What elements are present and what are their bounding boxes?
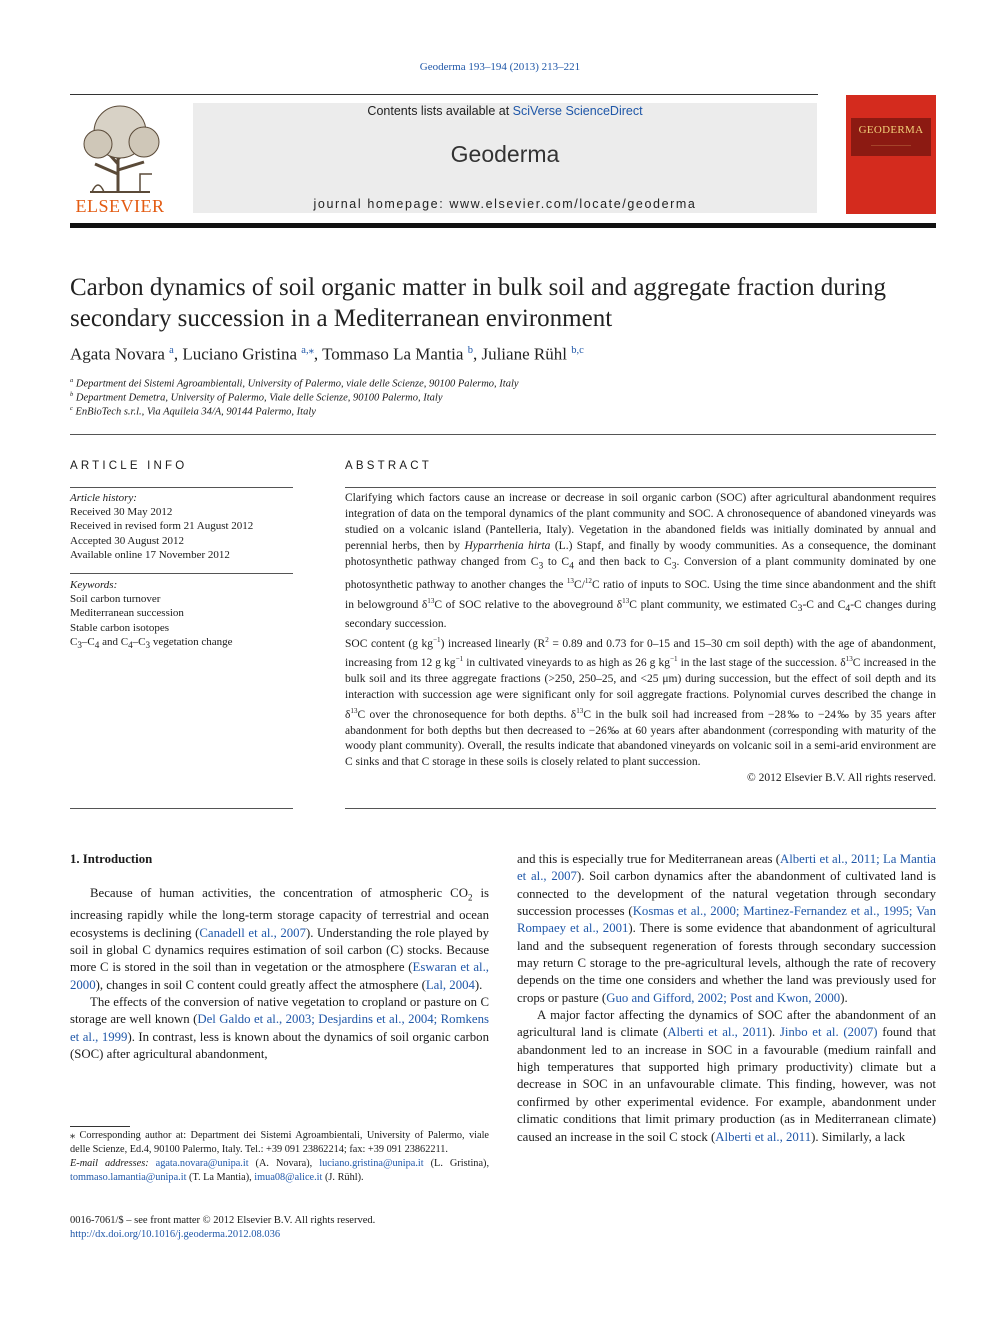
title-line-1: Carbon dynamics of soil organic matter in bulk soil and aggregate fraction during	[70, 274, 886, 301]
article-info-bottom-rule	[70, 808, 293, 809]
keyword: Mediterranean succession	[70, 607, 184, 620]
email-link[interactable]: luciano.gristina@unipa.it	[319, 1158, 424, 1170]
author-affiliation-mark[interactable]: b,c	[571, 345, 584, 356]
cover-title: GEODERMA	[858, 124, 924, 136]
keywords-heading: Keywords:	[70, 579, 118, 591]
reference-link[interactable]: Canadell et al., 2007	[199, 925, 306, 940]
footnotes	[70, 1129, 489, 1185]
author-affiliation-mark[interactable]: a,⁎	[301, 345, 314, 356]
email-addresses: E-mail addresses: agata.novara@unipa.it (A. Novara), luciano.gristina@unipa.it (L. Gristina), tommaso.lamantia@unipa.it (T. La Mantia), imua08@alice.it (J. Rühl).	[70, 1158, 490, 1184]
reference-link[interactable]: Alberti et al., 2011	[715, 1129, 812, 1144]
reference-link[interactable]: Jinbo et al. (2007)	[779, 1025, 878, 1040]
keywords	[70, 578, 300, 652]
homepage-line	[193, 197, 817, 211]
author-list	[70, 344, 940, 365]
author-name: Agata Novara	[70, 344, 165, 364]
affiliation-mark: a	[70, 377, 74, 384]
reference-link[interactable]: Eswaran et al., 2000	[70, 960, 489, 992]
doi-link[interactable]: http://dx.doi.org/10.1016/j.geoderma.2012.08.036	[70, 1229, 281, 1240]
cover-subtitle: ——————————	[871, 142, 911, 147]
author-separator: ,	[472, 344, 482, 364]
abstract-bottom-rule	[345, 808, 936, 809]
article-title	[70, 272, 940, 334]
reference-link[interactable]: Kosmas et al., 2000; Martinez-Fernandez et al., 1995; Van Rompaey et al., 2001	[517, 904, 936, 936]
affiliation-rule	[70, 434, 936, 435]
abstract-body	[345, 491, 936, 787]
sciencedirect-link[interactable]: SciVerse ScienceDirect	[512, 104, 643, 118]
affiliation-text: Department dei Sistemi Agroambientali, University of Palermo, viale delle Scienze, 90100 Palermo, Italy	[75, 378, 519, 390]
homepage-prefix: journal homepage:	[313, 197, 450, 211]
footnote-rule	[70, 1126, 130, 1127]
keyword: $C_3-C_4$ and $C_4-C_3$ vegetation change	[70, 635, 233, 650]
affiliation-mark: b	[70, 391, 74, 398]
affiliation-text: EnBioTech s.r.l., Via Aquileia 34/A, 90144 Palermo, Italy	[75, 406, 316, 418]
history-item: Available online 17 November 2012	[70, 548, 230, 561]
affiliation	[70, 377, 930, 390]
article-info-label: ARTICLE INFO	[70, 460, 188, 472]
article-history	[70, 491, 300, 562]
journal-citation[interactable]: Geoderma 193–194 (2013) 213–221	[419, 61, 581, 73]
email-link[interactable]: tommaso.lamantia@unipa.it	[70, 1172, 187, 1184]
history-heading: Article history:	[70, 492, 137, 504]
author-name: Luciano Gristina	[182, 344, 298, 364]
author-name: Tommaso La Mantia	[322, 344, 464, 364]
keywords-rule	[70, 573, 293, 574]
affiliation	[70, 405, 930, 418]
elsevier-wordmark: ELSEVIER	[75, 196, 165, 216]
reference-link[interactable]: Alberti et al., 2011; La Mantia et al., 2007	[517, 852, 936, 884]
abstract-label: ABSTRACT	[345, 460, 432, 472]
issn-line: 0016-7061/$ – see front matter © 2012 Elsevier B.V. All rights reserved.	[70, 1215, 376, 1226]
affiliation-text: Department Demetra, University of Palermo, Viale delle Scienze, 90100 Palermo, Italy	[75, 392, 443, 404]
reference-link[interactable]: Lal, 2004	[425, 977, 475, 992]
history-item: Received 30 May 2012	[70, 506, 173, 519]
author-name: Juliane Rühl	[481, 344, 567, 364]
right-column	[517, 851, 936, 1146]
header-thick-rule	[70, 223, 936, 228]
email-link[interactable]: imua08@alice.it	[254, 1172, 323, 1184]
abstract-paragraph: Clarifying which factors cause an increase or decrease in soil organic carbon (SOC) after agricultural abandonment requires integration of data on the temporal dynamics of the plant community and SOC. A chronosequence of abandoned vineyards was studied on a volcanic island (Pantelleria, Italy). Vegetation in the abandoned fields was initially dominated by annual and perennial herbs, then by Hyparrhenia hirta (L.) Stapf, and finally by woody communities. As a consequence, the dominant photosynthetic pathway changed from $C_3$ to $C_4$ and then back to $C_3$. Conversion of a plant community dominated by one photosynthetic pathway to another changes the $^{13}$C/$^{12}$C ratio of inputs to SOC. Using the time since abandonment and the shift in belowground $\delta^{13}C$ of SOC relative to the aboveground $\delta^{13}C$ plant community, we estimated $C_3-C$ and $C_4-C$ changes during secondary succession.	[345, 492, 936, 630]
reference-link[interactable]: Guo and Gifford, 2002; Post and Kwon, 2000	[606, 990, 841, 1005]
front-matter	[70, 1214, 490, 1242]
homepage-url[interactable]: www.elsevier.com/locate/geoderma	[449, 197, 697, 211]
keyword: Soil carbon turnover	[70, 593, 161, 606]
body-paragraph: The effects of the conversion of native vegetation to cropland or pasture on C storage are well known (Del Galdo et al., 2003; Desjardins et al., 2004; Romkens et al., 1999). In contrast, less is known about the dynamics of soil organic carbon (SOC) after agricultural abandonment,	[70, 994, 489, 1061]
journal-title: Geoderma	[450, 141, 560, 167]
keyword: Stable carbon isotopes	[70, 621, 169, 634]
title-line-2: secondary succession in a Mediterranean environment	[70, 305, 613, 332]
corresponding-author-note: ⁎ Corresponding author at: Department dei Sistemi Agroambientali, University of Palermo, viale delle Scienze, Ed.4, 90100 Palermo, Italy. Tel.: +39 091 23862214; fax: +39 091 23862211.	[70, 1130, 489, 1156]
history-item: Accepted 30 August 2012	[70, 534, 184, 547]
body-paragraph: Because of human activities, the concentration of atmospheric $CO_2$ is increasing rapidly while the long-term storage capacity of terrestrial and ocean ecosystems is declining (Canadell et al., 2007). Understanding the role played by soil in global C dynamics requires estimation of soil carbon (C) stocks. Because more C is stored in the soil than in vegetation or the atmosphere (Eswaran et al., 2000), changes in soil C content could greatly affect the atmosphere (Lal, 2004).	[70, 886, 489, 992]
reference-link[interactable]: Del Galdo et al., 2003; Desjardins et al., 2004; Romkens et al., 1999	[70, 1012, 489, 1044]
author-affiliation-mark[interactable]: b	[467, 345, 473, 356]
affiliation-mark: c	[70, 405, 73, 412]
abstract-paragraph: SOC content (g $kg^{-1}$) increased linearly ($R^2 = 0.89$ and 0.73 for 0–15 and 15–30 cm soil depth) with the age of abandonment, increasing from 12 g $kg^{-1}$ in cultivated vineyards to as high as 26 g $kg^{-1}$ in the last stage of the succession. $\delta^{13}C$ increased in the bulk soil and its three aggregate fractions (>250, 250–25, and <25 μm) during succession, but the effect of soil depth and its interaction with succession age were significant only for soil aggregate fractions. Polynomial curves described the change in $\delta^{13}C$ over the chronosequence for both depths. $\delta^{13}C$ in the bulk soil had increased from −28‰ to −24‰ by 35 years after abandonment for both depths but then decreased to −26‰ at 60 years after abandonment (corresponding with maturity of the woody plant community). Overall, the results indicate that abandoned vineyards on volcanic soil in a semi-arid environment are C sinks and that C storage in these soils is closely related to plant succession.	[345, 635, 937, 769]
header-rule	[70, 94, 818, 95]
email-link[interactable]: agata.novara@unipa.it	[155, 1158, 249, 1170]
article-info-rule	[70, 487, 293, 488]
left-column	[70, 851, 489, 1063]
history-item: Received in revised form 21 August 2012	[70, 520, 254, 533]
reference-link[interactable]: Alberti et al., 2011	[667, 1025, 768, 1040]
author-affiliation-mark[interactable]: a	[169, 345, 174, 356]
body-paragraph: A major factor affecting the dynamics of SOC after the abandonment of an agricultural land is climate (Alberti et al., 2011). Jinbo et al. (2007) found that abandonment led to an increase in SOC in a favourable (medium rainfall and high temperatures that supported high primary productivity) climate but a decrease in SOC in an unfavourable climate. This finding, however, was not confirmed by other experimental evidence. For example, abandonment under climatic conditions that limit primary production (as in Mediterranean climate) caused an increase in the soil C stock (Alberti et al., 2011). Similarly, a lack	[517, 1008, 936, 1144]
email-label: E-mail addresses:	[70, 1158, 149, 1170]
copyright-notice: © 2012 Elsevier B.V. All rights reserved.	[747, 772, 936, 785]
author-separator: ,	[313, 344, 323, 364]
author-separator: ,	[173, 344, 183, 364]
contents-prefix: Contents lists available at	[367, 104, 513, 118]
section-heading: 1. Introduction	[70, 852, 153, 866]
affiliation	[70, 391, 930, 404]
body-paragraph: and this is especially true for Mediterranean areas (Alberti et al., 2011; La Mantia et al., 2007). Soil carbon dynamics after the abandonment of cultivated land is connected to the development of the natural vegetation through secondary succession processes (Kosmas et al., 2000; Martinez-Fernandez et al., 1995; Van Rompaey et al., 2001). There is some evidence that abandonment of agricultural land and the subsequent regeneration of forests through secondary succession may return C storage to the pre-agricultural levels, although the rate of recovery depends on the time one considers and whether the land was previously used for crops or pasture (Guo and Gifford, 2002; Post and Kwon, 2000).	[517, 852, 936, 1005]
contents-line	[193, 104, 817, 118]
abstract-rule	[345, 487, 936, 488]
